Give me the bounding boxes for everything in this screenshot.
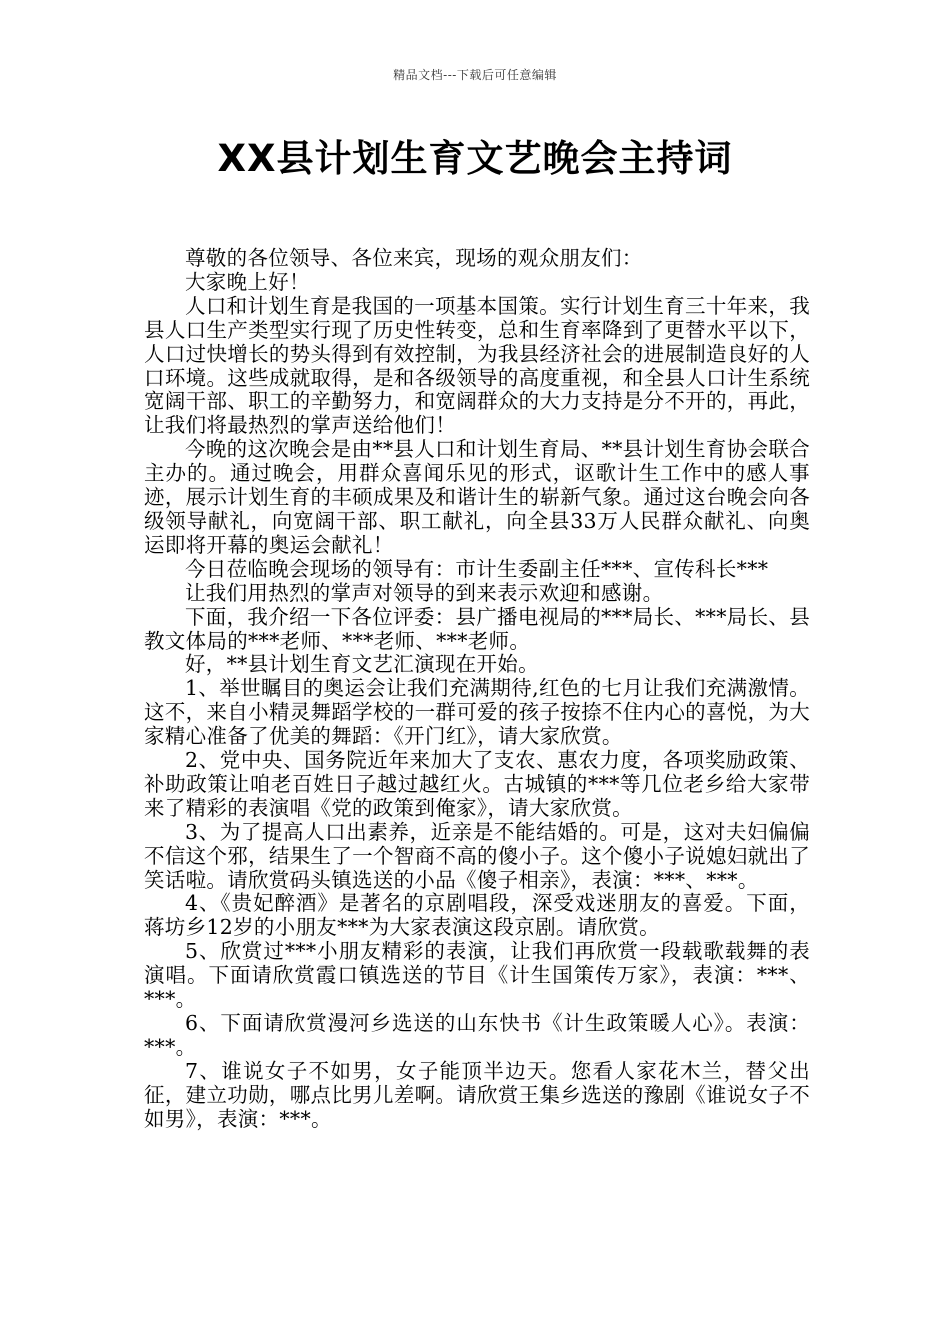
paragraph-program-4: 4、《贵妃醉酒》是著名的京剧唱段，深受戏迷朋友的喜爱。下面，蒋坊乡12岁的小朋友***为大家表演这段京剧。请欣赏。 (144, 891, 810, 940)
paragraph-judges: 下面，我介绍一下各位评委：县广播电视局的***局长、***局长、县教文体局的***老师、***老师、***老师。 (144, 604, 810, 653)
paragraph-welcome: 让我们用热烈的掌声对领导的到来表示欢迎和感谢。 (185, 580, 664, 605)
paragraph-program-7: 7、谁说女子不如男，女子能顶半边天。您看人家花木兰，替父出征，建立功勋，哪点比男儿差啊。请欣赏王集乡选送的豫剧《谁说女子不如男》，表演：***。 (144, 1058, 810, 1131)
paragraph-greeting: 尊敬的各位领导、各位来宾，现场的观众朋友们： (185, 246, 643, 270)
paragraph-program-5: 5、欣赏过***小朋友精彩的表演，让我们再欣赏一段载歌载舞的表演唱。下面请欣赏霞口镇选送的节目《计生国策传万家》，表演：***、***。 (144, 939, 810, 1012)
paragraph-program-3: 3、为了提高人口出素养，近亲是不能结婚的。可是，这对夫妇偏偏不信这个邪，结果生了一个智商不高的傻小子。这个傻小子说媳妇就出了笑话啦。请欣赏码头镇选送的小品《傻子相亲》，表演：***、***。 (144, 819, 810, 892)
paragraph-start: 好，**县计划生育文艺汇演现在开始。 (185, 652, 539, 677)
paragraph-intro-policy: 人口和计划生育是我国的一项基本国策。实行计划生育三十年来，我县人口生产类型实行现了历史性转变，总和生育率降到了更替水平以下，人口过快增长的势头得到有效控制，为我县经济社会的进展制造良好的人口环境。这些成就取得，是和各级领导的高度重视，和全县人口计生系统宽阔干部、职工的辛勤努力，和宽阔群众的大力支持是分不开的，再此，让我们将最热烈的掌声送给他们！ (144, 293, 810, 438)
paragraph-program-1: 1、举世瞩目的奥运会让我们充满期待,红色的七月让我们充满激情。这不，来自小精灵舞蹈学校的一群可爱的孩子按捺不住内心的喜悦，为大家精心准备了优美的舞蹈：《开门红》，请大家欣赏。 (144, 676, 810, 749)
paragraph-good-evening: 大家晚上好！ (185, 269, 310, 294)
document-body (144, 247, 810, 1132)
paragraph-program-6: 6、下面请欣赏漫河乡选送的山东快书《计生政策暖人心》。表演：***。 (144, 1011, 810, 1059)
paragraph-organizers: 今晚的这次晚会是由**县人口和计划生育局、**县计划生育协会联合主办的。通过晚会，用群众喜闻乐见的形式，讴歌计生工作中的感人事迹，展示计划生育的丰硕成果及和谐计生的崭新气象。通过这台晚会向各级领导献礼，向宽阔干部、职工献礼，向全县33万人民群众献礼、向奥运即将开幕的奥运会献礼！ (144, 437, 810, 557)
paragraph-program-2: 2、党中央、国务院近年来加大了支农、惠农力度，各项奖励政策、补助政策让咱老百姓日子越过越红火。古城镇的***等几位老乡给大家带来了精彩的表演唱《党的政策到俺家》，请大家欣赏。 (144, 748, 810, 820)
document-title: XX县计划生育文艺晚会主持词 (217, 137, 733, 180)
paragraph-leaders: 今日莅临晚会现场的领导有：市计生委副主任***、宣传科长*** (185, 556, 769, 581)
header-note: 精品文档---下载后可任意编辑 (393, 68, 557, 82)
